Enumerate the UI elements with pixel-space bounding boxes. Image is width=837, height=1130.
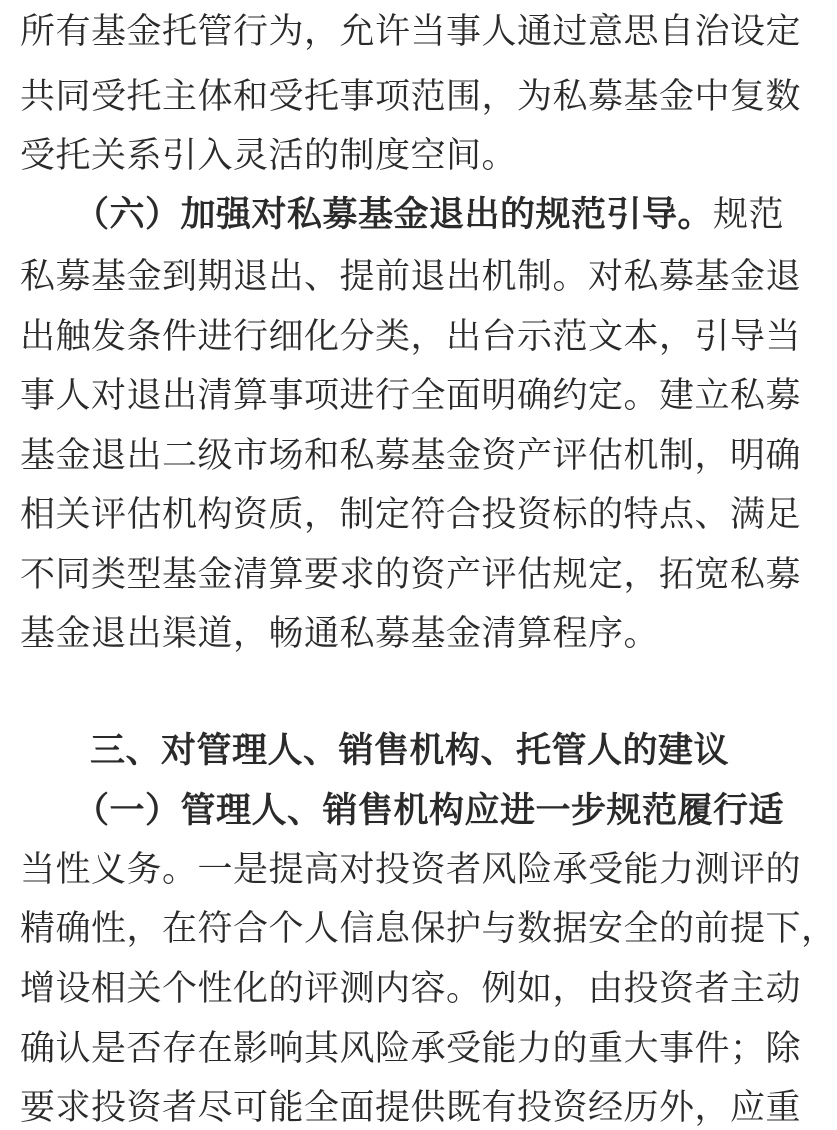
text-line: 私募基金到期退出、提前退出机制。对私募基金退 (20, 257, 802, 297)
text-line: 当性义务。一是提高对投资者风险承受能力测评的 (20, 850, 802, 890)
text-line: 精确性，在符合个人信息保护与数据安全的前提下， (20, 909, 837, 949)
subsection-1-title: 管理人、销售机构应进一步规范履行适 (180, 791, 785, 831)
text-line: 基金退出渠道，畅通私募基金清算程序。 (20, 614, 660, 654)
subsection-1-number: （一） (74, 791, 181, 831)
text-line: 不同类型基金清算要求的资产评估规定，拓宽私募 (20, 555, 802, 595)
section-heading: 三、对管理人、销售机构、托管人的建议 (90, 731, 730, 771)
text-line: 增设相关个性化的评测内容。例如，由投资者主动 (20, 969, 802, 1009)
paragraph-6-tail: 规范 (713, 195, 785, 235)
subsection-1-first-line (74, 791, 785, 831)
text-line: 事人对退出清算事项进行全面明确约定。建立私募 (20, 376, 802, 416)
text-line: 要求投资者尽可能全面提供既有投资经历外，应重 (20, 1088, 802, 1128)
text-line: 确认是否存在影响其风险承受能力的重大事件；除 (20, 1029, 802, 1069)
text-line: 受托关系引入灵活的制度空间。 (20, 136, 518, 176)
paragraph-6-number: （六） (74, 195, 181, 235)
text-line: 共同受托主体和受托事项范围，为私募基金中复数 (20, 77, 802, 117)
text-line: 所有基金托管行为，允许当事人通过意思自治设定 (20, 12, 802, 52)
text-line: 基金退出二级市场和私募基金资产评估机制，明确 (20, 436, 802, 476)
paragraph-6-title: 加强对私募基金退出的规范引导。 (180, 195, 714, 235)
text-line: 相关评估机构资质，制定符合投资标的特点、满足 (20, 495, 802, 535)
text-line: 出触发条件进行细化分类，出台示范文本，引导当 (20, 317, 802, 357)
paragraph-6-first-line (74, 195, 785, 235)
